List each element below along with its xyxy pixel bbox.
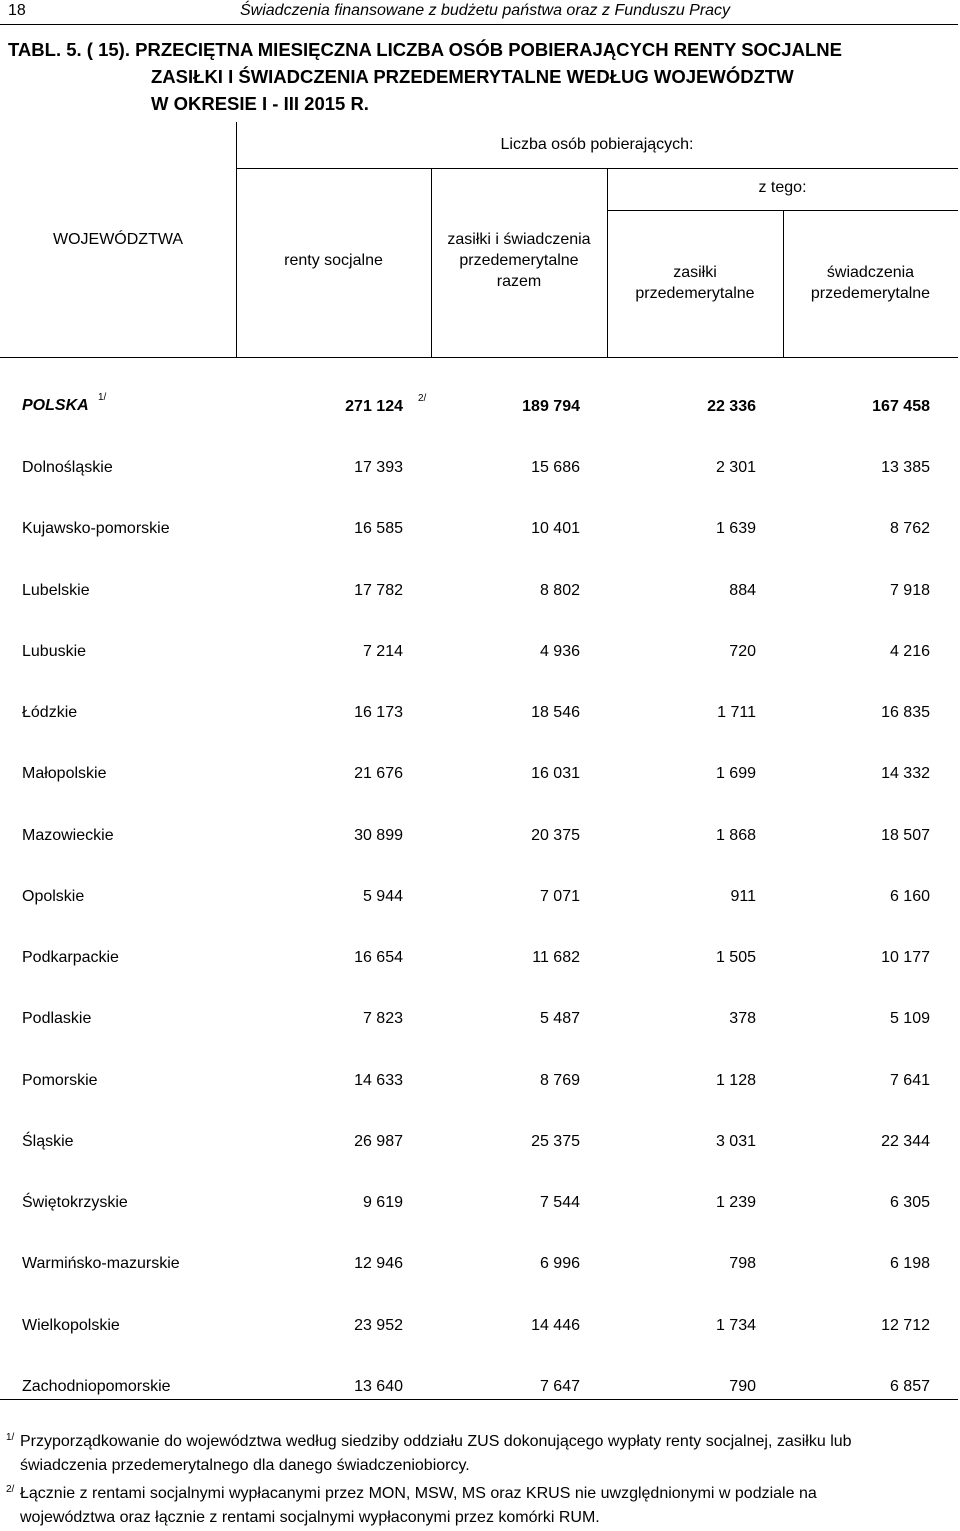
value-renty: 13 640 (354, 1377, 403, 1395)
value-zasilki: 1 699 (715, 765, 756, 783)
region-name: Zachodniopomorskie (22, 1377, 171, 1395)
value-zasilki: 1 128 (715, 1071, 756, 1089)
value-renty: 7 823 (362, 1010, 403, 1028)
value-swiadczenia: 5 109 (889, 1010, 930, 1028)
column-header-swiadczenia-line-2: przedemerytalne (810, 285, 931, 302)
value-zasilki: 1 639 (715, 520, 756, 538)
value-swiadczenia: 14 332 (881, 765, 930, 783)
region-name: Podlaskie (22, 1010, 92, 1028)
value-zasilki: 3 031 (715, 1132, 756, 1150)
value-razem: 7 544 (539, 1194, 580, 1211)
running-title: Świadczenia finansowane z budżetu państwa oraz z Funduszu Pracy (240, 2, 731, 19)
header-rule (0, 24, 958, 25)
value-renty: 9 619 (362, 1194, 403, 1211)
value-zasilki: 884 (729, 581, 756, 599)
value-renty: 17 782 (354, 581, 403, 599)
footnote-text-line-2: świadczenia przedemerytalnego dla danego świadczeniobiorcy. (20, 1457, 470, 1474)
table-title-line-1: TABL. 5. ( 15). PRZECIĘTNA MIESIĘCZNA LICZBA OSÓB POBIERAJĄCYCH RENTY SOCJALNE (8, 39, 842, 60)
footnote-mark: 2/ (6, 1484, 15, 1495)
value-razem: 25 375 (531, 1132, 580, 1150)
footnote-text-line-1: Łącznie z rentami socjalnymi wypłacanymi przez MON, MSW, MS oraz KRUS nie uwzględnionymi w podziale na (20, 1485, 817, 1502)
column-header-razem-line-2: przedemerytalne (459, 252, 579, 269)
column-header-zasilki-line-1: zasiłki (673, 264, 717, 281)
value-swiadczenia: 16 835 (881, 704, 930, 721)
value-renty: 271 124 (345, 398, 403, 415)
column-header-renty: renty socjalne (284, 252, 383, 269)
region-name: Lubuskie (22, 642, 87, 660)
value-swiadczenia: 12 712 (881, 1316, 930, 1334)
value-renty: 30 899 (354, 826, 403, 844)
value-razem: 189 794 (522, 398, 580, 415)
value-zasilki: 790 (729, 1377, 756, 1395)
value-renty: 14 633 (354, 1071, 403, 1089)
table-title-line-3: W OKRESIE I - III 2015 R. (151, 93, 369, 114)
column-group-header: Liczba osób pobierających: (500, 136, 694, 153)
value-zasilki: 22 336 (707, 398, 756, 415)
region-name: Łódzkie (22, 704, 78, 721)
page-number: 18 (8, 2, 26, 19)
column-header-razem (431, 229, 607, 292)
value-zasilki: 798 (729, 1255, 756, 1273)
region-name: POLSKA (22, 397, 89, 414)
value-zasilki: 1 505 (715, 949, 756, 966)
value-razem: 4 936 (539, 642, 580, 660)
value-razem: 7 647 (539, 1377, 580, 1395)
region-name: Pomorskie (22, 1071, 98, 1089)
value-renty: 12 946 (354, 1255, 403, 1273)
region-name: Lubelskie (22, 581, 90, 599)
value-razem: 14 446 (531, 1316, 580, 1334)
value-swiadczenia: 10 177 (881, 949, 930, 966)
value-razem: 8 802 (539, 581, 580, 599)
column-header-razem-line-3: razem (496, 273, 542, 290)
column-header-zasilki-line-2: przedemerytalne (635, 285, 755, 302)
value-razem: 8 769 (539, 1071, 580, 1089)
value-swiadczenia: 6 857 (889, 1377, 930, 1395)
column-header-region: WOJEWÓDZTWA (52, 231, 184, 248)
column-header-swiadczenia (783, 262, 958, 304)
value-razem: 10 401 (531, 520, 580, 538)
column-header-razem-line-1: zasiłki i świadczenia (447, 231, 591, 248)
value-razem: 6 996 (539, 1255, 580, 1273)
value-razem: 15 686 (531, 459, 580, 476)
value-renty: 26 987 (354, 1132, 403, 1150)
footnote-text-line-2: województwa oraz łącznie z rentami socjalnymi wypłaconymi przez komórki RUM. (20, 1509, 600, 1526)
value-swiadczenia: 18 507 (881, 826, 930, 844)
value-renty: 21 676 (354, 765, 403, 783)
value-zasilki: 1 868 (715, 826, 756, 844)
value-renty: 16 585 (354, 520, 403, 538)
value-renty: 23 952 (354, 1316, 403, 1334)
value-swiadczenia: 8 762 (889, 520, 930, 538)
grid-line (236, 122, 237, 358)
footnote-2 (6, 1482, 950, 1530)
value-swiadczenia: 13 385 (881, 459, 930, 476)
region-name: Małopolskie (22, 765, 107, 783)
table-title-line-2: ZASIŁKI I ŚWIADCZENIA PRZEDEMERYTALNE WEDŁUG WOJEWÓDZTW (151, 66, 794, 87)
grid-line (236, 168, 958, 169)
value-swiadczenia: 6 160 (889, 887, 930, 905)
value-zasilki: 1 734 (715, 1316, 756, 1334)
grid-line (607, 210, 958, 211)
region-name: Dolnośląskie (22, 459, 113, 476)
value-razem: 18 546 (531, 704, 580, 721)
grid-line (0, 357, 958, 358)
column-header-swiadczenia-line-1: świadczenia (826, 264, 915, 281)
value-swiadczenia: 6 198 (889, 1255, 930, 1273)
value-swiadczenia: 22 344 (881, 1132, 930, 1150)
value-swiadczenia: 6 305 (889, 1194, 930, 1211)
value-razem: 7 071 (539, 887, 580, 905)
region-name: Podkarpackie (22, 949, 119, 966)
region-name: Świętokrzyskie (22, 1194, 128, 1211)
value-renty: 17 393 (354, 459, 403, 476)
value-renty: 16 173 (354, 704, 403, 721)
value-razem: 20 375 (531, 826, 580, 844)
value-renty: 7 214 (362, 642, 403, 660)
value-zasilki: 2 301 (715, 459, 756, 476)
table-title (8, 36, 842, 117)
value-renty: 5 944 (362, 887, 403, 905)
value-razem: 5 487 (539, 1010, 580, 1028)
footnote-1 (6, 1430, 950, 1478)
value-zasilki: 1 239 (715, 1194, 756, 1211)
value-swiadczenia: 7 641 (889, 1071, 930, 1089)
region-name: Kujawsko-pomorskie (22, 520, 170, 538)
table-bottom-rule (0, 1399, 958, 1400)
value-swiadczenia: 167 458 (872, 398, 930, 415)
column-subgroup-header: z tego: (758, 179, 807, 196)
value-razem: 16 031 (531, 765, 580, 783)
footnote-mark: 1/ (6, 1432, 15, 1443)
column-header-zasilki (607, 262, 783, 304)
footnote-ref: 2/ (418, 393, 427, 404)
value-swiadczenia: 4 216 (889, 642, 930, 660)
value-zasilki: 720 (729, 642, 756, 660)
value-zasilki: 1 711 (717, 704, 756, 721)
region-name: Śląskie (22, 1132, 74, 1150)
region-name: Warmińsko-mazurskie (22, 1255, 180, 1273)
region-name: Wielkopolskie (22, 1316, 120, 1334)
value-swiadczenia: 7 918 (889, 581, 930, 599)
footnote-ref: 1/ (98, 392, 107, 403)
value-zasilki: 378 (729, 1010, 756, 1028)
value-renty: 16 654 (354, 949, 403, 966)
region-name: Opolskie (22, 887, 85, 905)
region-name: Mazowieckie (22, 826, 114, 844)
footnote-text-line-1: Przyporządkowanie do województwa według siedziby oddziału ZUS dokonującego wypłaty renty socjalnej, zasiłku lub (20, 1433, 852, 1450)
value-razem: 11 682 (532, 949, 580, 966)
value-zasilki: 911 (730, 887, 756, 905)
